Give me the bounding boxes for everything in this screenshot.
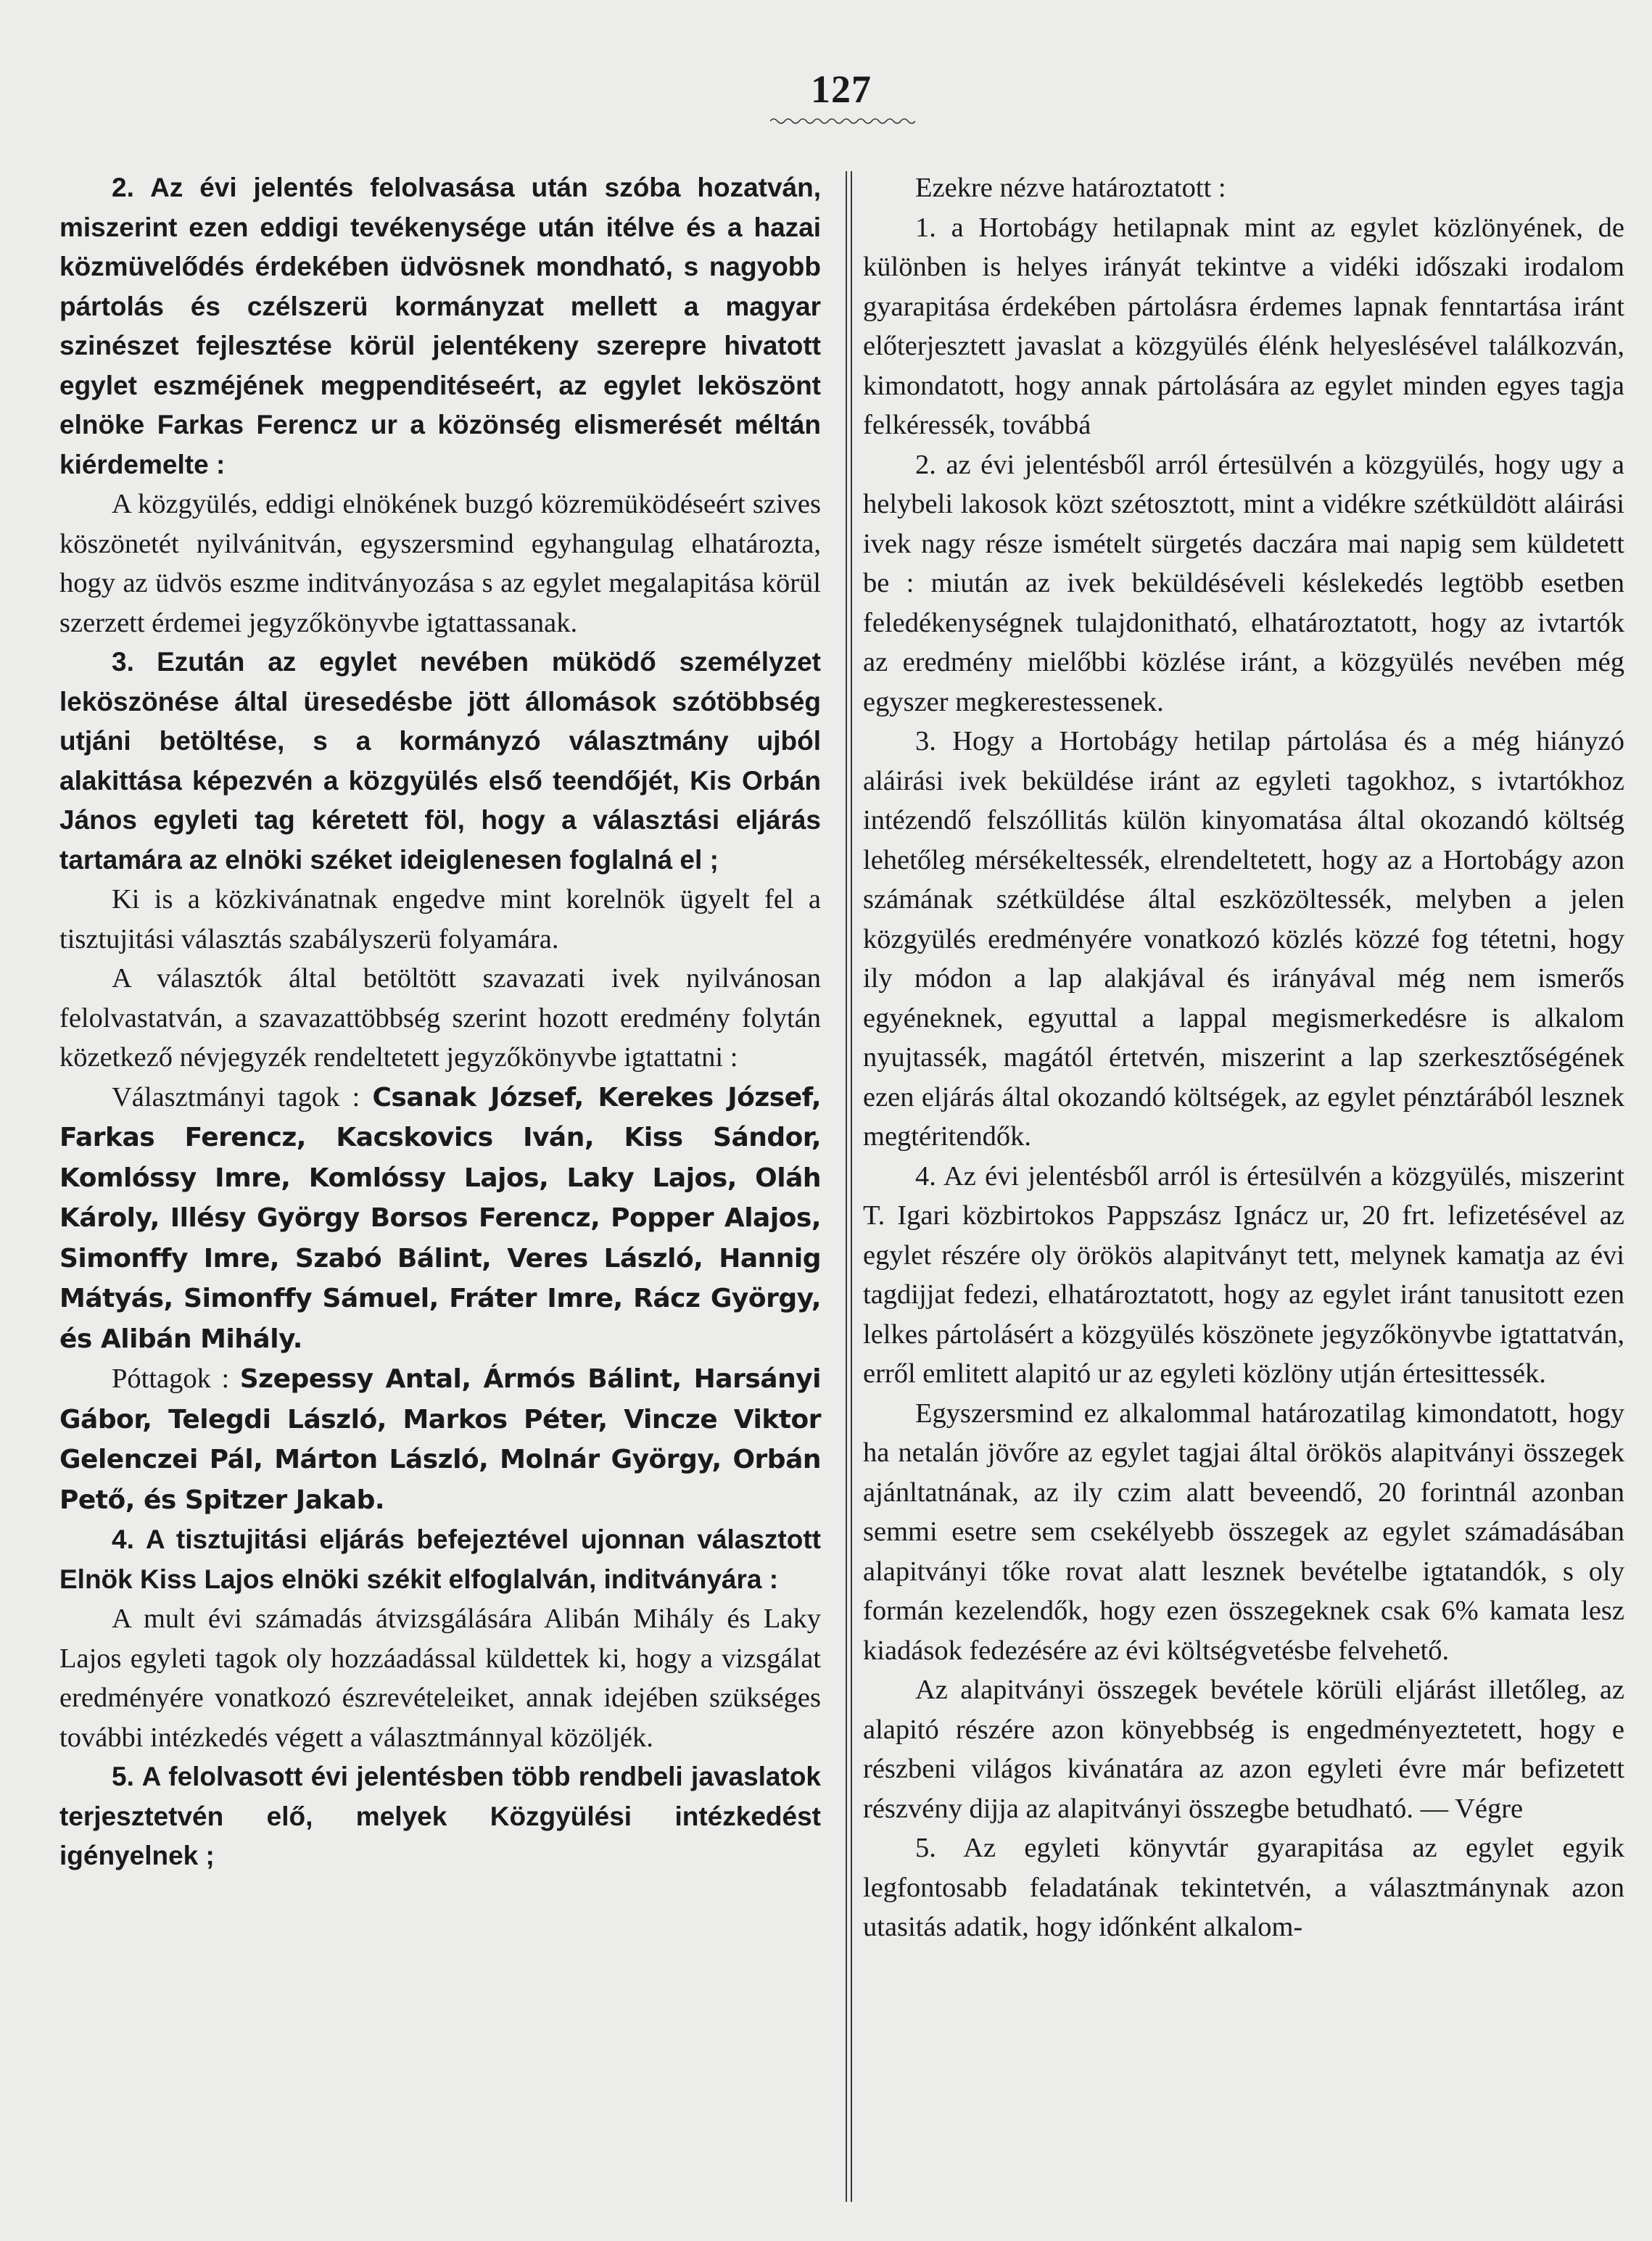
resolution-5: 5. Az egyleti könyvtár gyarapitása az egylet egyik legfontosabb feladatának tekintetvén, a választmánynak azon utasitás adatik, hogy időnként alkalom- <box>863 1833 1624 1942</box>
right-column <box>863 168 1624 1947</box>
paragraph-3-chair: Ki is a közkivánatnak engedve mint korelnök ügyelt fel a tisztujitási választás szabályszerü folyamára. <box>59 884 821 954</box>
foundation-rule: Egyszersmind ez alkalommal határozatilag kimondatott, hogy ha netalán jövőre az egylet tagjai által örökös alapitványi összegek ajánltatnának, az ily czim alatt beveendő, 20 forintnál azonban semmi esetre sem csekélyebb összegek az egylet számadásában alapitványi tőke rovat alatt lesznek bevételbe igtatandók, s oly formán kezelendők, hogy ezen összegeknek csak 6% kamata lesz kiadások fedezésére az évi költségvetésbe felvehető. <box>863 1398 1624 1666</box>
resolution-1: 1. a Hortobágy hetilapnak mint az egylet közlönyének, de különben is helyes irányát tekintve a vidéki időszaki irodalom gyarapitása érdekében pártolásra érdemes lapnak fenntartása iránt előterjesztett javaslat a közgyülés élénk helyeslésével találkozván, kimondatott, hogy annak pártolására az egylet minden egyes tagja felkéressék, továbbá <box>863 212 1624 440</box>
paragraph-5: 5. A felolvasott évi jelentésben több rendbeli javaslatok terjesztetvén elő, melyek Közgyülési intézkedést igényelnek ; <box>59 1762 822 1870</box>
substitute-members: Póttagok : Szepessy Antal, Ármós Bálint, Harsányi Gábor, Telegdi László, Markos Péter, Vincze Viktor Gelenczei Pál, Márton László, Molnár György, Orbán Pető, és Spitzer Jakab. <box>59 1363 822 1515</box>
paragraph-3-votes: A választók által betöltött szavazati ivek nyilvánosan felolvastatván, a szavazattöbbség szerint hozott eredmény folytán közetkező névjegyzék rendeltetett jegyzőkönyvbe igtattatni : <box>59 963 821 1073</box>
foundation-payment: Az alapitványi összegek bevétele körüli eljárást illetőleg, az alapitó részére azon könyebbség is engedményeztetett, hogy e részbeni világos kivánatára az azon egyleti évre már befizetett részvény dijja az alapitványi összegbe betudható. — Végre <box>863 1675 1624 1824</box>
page-number-ornament <box>770 116 915 126</box>
paragraph-4: 4. A tisztujitási eljárás befejeztével ujonnan választott Elnök Kiss Lajos elnöki székit elfoglalván, inditványára : <box>59 1524 821 1594</box>
paragraph-2: 2. Az évi jelentés felolvasása után szóba hozatván, miszerint ezen eddigi tevékenysége után itélve és a hazai közmüvelődés érdekében üdvösnek mondható, s nagyobb pártolás és czélszerü kormányzat mellett a magyar szinészet fejlesztése körül jelentékeny szerepre hivatott egylet eszméjének megpenditéseért, az egylet leköszönt elnöke Farkas Ferencz ur a közönség elismerését méltán kiérdemelte : <box>59 173 821 479</box>
committee-members: Választmányi tagok : Csanak József, Kerekes József, Farkas Ferencz, Kacskovics Iván, Kiss Sándor, Komlóssy Imre, Komlóssy Lajos, Laky Lajos, Oláh Károly, Illésy György Borsos Ferencz, Popper Alajos, Simonffy Imre, Szabó Bálint, Veres László, Hannig Mátyás, Simonffy Sámuel, Fráter Imre, Rácz György, és Alibán Mihály. <box>59 1081 822 1354</box>
paragraph-3: 3. Ezután az egylet nevében müködő személyzet leköszönése által üresedésbe jött állomások szótöbbség utjáni betöltése, s a kormányzó választmány ujból alakittása képezvén a közgyülés első teendőjét, Kis Orbán János egyleti tag kéretett föl, hogy a választási eljárás tartamára az elnöki széket ideiglenesen foglalná el ; <box>59 647 822 875</box>
paragraph-2-resolution: A közgyülés, eddigi elnökének buzgó közremüködéseért szives köszönetét nyilvánitván, egyszersmind egyhangulag elhatározta, hogy az üdvös eszme inditványozása s az egylet megalapitása körül szerzett érdemei jegyzőkönyvbe igtattassanak. <box>59 489 821 638</box>
resolution-3: 3. Hogy a Hortobágy hetilap pártolása és a még hiányzó aláirási ivek beküldése iránt az egyleti tagokhoz, s ivtartókhoz intézendő felszóllitás külön kinyomatása által okozandó költség lehetőleg mérsékeltessék, elrendeltetett, hogy az a Hortobágy azon számának szétküldése által eszközöltessék, melyben a jelen közgyülés eredményére vonatkozó közlés közzé fog tétetni, hogy ily módon a lap alakjával és irányával még nem ismerős egyéneknek, egyuttal a lappal megismerkedésre is alkalom nyujtassék, magától értetvén, miszerint a lap szerkesztőségének ezen eljárás által okozandó költségek, az egylet pénztárából lesznek megtéritendők. <box>863 726 1625 1152</box>
left-column <box>59 168 821 1876</box>
page-number: 127 <box>811 67 872 111</box>
resolution-2: 2. az évi jelentésből arról értesülvén a közgyülés, hogy ugy a helybeli lakosok közt szétosztott, mint a vidékre szétküldött aláirási ivek nagy része ismételt sürgetés daczára mai napig sem küldetett be : miután az ivek beküldéséveli késlekedés legtöbb esetben feledékenységnek tulajdonitható, elhatároztatott, hogy az ivtartók az eredmény mielőbbi közlése iránt, a közgyülés nevében még egyszer megkerestessenek. <box>863 449 1624 717</box>
resolution-4: 4. Az évi jelentésből arról is értesülvén a közgyülés, miszerint T. Igari közbirtokos Pappszász Ignácz ur, 20 frt. lefizetésével az egylet részére oly örökös alapitványt tett, melynek kamatja az évi tagdijjat fedezi, elhatároztatott, hogy az egylet iránt tanusitott ezen lelkes pártolásért a közgyülés köszönete jegyzőkönyvbe igtattatván, erről emlitett alapitó ur az egyleti közlöny utján értesittessék. <box>863 1160 1624 1389</box>
column-divider <box>846 171 852 2202</box>
resolutions-intro: Ezekre nézve határoztatott : <box>915 173 1226 203</box>
paragraph-4-audit: A mult évi számadás átvizsgálására Alibán Mihály és Laky Lajos egyleti tagok oly hozzáadással küldettek ki, hogy a vizsgálat eredményére vonatkozó észrevételeiket, annak idejében szükséges további intézkedés végett a választmánnyal közöljék. <box>59 1604 821 1753</box>
